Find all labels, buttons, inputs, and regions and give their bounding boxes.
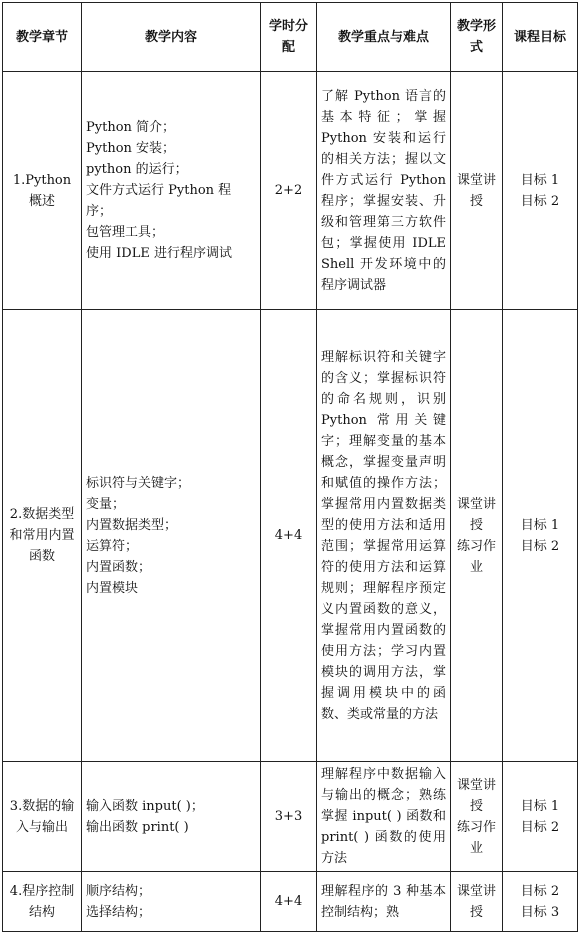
table-row <box>3 762 578 872</box>
goals-cell <box>503 72 578 310</box>
goals-cell <box>503 310 578 762</box>
form-item: 课堂讲授 <box>456 777 496 814</box>
goals-cell <box>503 762 578 872</box>
form-item: 课堂讲授 <box>456 496 496 533</box>
hours-cell: 4+4 <box>261 872 317 932</box>
header-chapter: 教学章节 <box>3 3 82 72</box>
form-item: 练习作业 <box>456 538 496 575</box>
goal-item: 目标 1 <box>520 798 560 814</box>
chapter-cell: 3.数据的输入与输出 <box>3 762 82 872</box>
header-hours: 学时分配 <box>261 3 317 72</box>
content-item: 内置函数； <box>86 559 152 575</box>
content-cell <box>82 762 261 872</box>
content-item: Python 安装； <box>86 141 176 156</box>
table-row <box>3 310 578 762</box>
content-cell <box>82 872 261 932</box>
form-cell <box>451 72 503 310</box>
focus-cell: 理解标识符和关键字的含义；掌握标识符的命名规则，识别 Python 常用关键字；理解变量的基本概念，掌握变量声明和赋值的操作方法；掌握常用内置数据类型的使用方法和适用范围；掌握常用运算符的使用方法和运算规则；理解程序预定义内置函数的意义，掌握常用内置函数的使用方法；学习内置模块的调用方法，掌握调用模块中的函数、类或常量的方法 <box>317 310 451 762</box>
content-item: 输出函数 print( ) <box>86 819 189 835</box>
table-row <box>3 872 578 932</box>
goal-item: 目标 2 <box>520 538 560 554</box>
content-item: 运算符； <box>86 538 139 554</box>
content-item: 变量； <box>86 496 126 512</box>
syllabus-table <box>2 2 578 932</box>
content-item: python 的运行； <box>86 162 188 177</box>
header-row <box>3 3 578 72</box>
content-item: 内置模块 <box>86 580 139 596</box>
chapter-cell: 4.程序控制结构 <box>3 872 82 932</box>
form-cell <box>451 762 503 872</box>
chapter-cell: 2.数据类型和常用内置函数 <box>3 310 82 762</box>
chapter-cell: 1.Python概述 <box>3 72 82 310</box>
content-item: Python 简介； <box>86 120 176 135</box>
goal-item: 目标 2 <box>520 193 560 209</box>
goal-item: 目标 1 <box>520 517 560 533</box>
goal-item: 目标 3 <box>520 904 560 920</box>
content-item: 文件方式运行 Python 程序； <box>86 183 232 219</box>
header-focus: 教学重点与难点 <box>317 3 451 72</box>
header-form: 教学形式 <box>451 3 503 72</box>
hours-cell: 3+3 <box>261 762 317 872</box>
header-content: 教学内容 <box>82 3 261 72</box>
focus-cell: 理解程序的 3 种基本控制结构；熟 <box>317 872 451 932</box>
content-item: 选择结构； <box>86 904 152 920</box>
focus-cell: 了解 Python 语言的基本特征；掌握 Python 安装和运行的相关方法；握以文件方式运行 Python 程序；掌握安装、升级和管理第三方软件包；掌握使用 IDLE Shell 开发环境中的程序调试器 <box>317 72 451 310</box>
content-cell <box>82 310 261 762</box>
table-row <box>3 72 578 310</box>
header-goals: 课程目标 <box>503 3 578 72</box>
form-cell <box>451 872 503 932</box>
content-item: 标识符与关键字； <box>86 475 191 491</box>
focus-cell: 理解程序中数据输入与输出的概念；熟练掌握 input( ) 函数和 print( ) 函数的使用方法 <box>317 762 451 872</box>
content-item: 输入函数 input( )； <box>86 798 204 814</box>
content-cell <box>82 72 261 310</box>
content-item: 使用 IDLE 进行程序调试 <box>86 246 232 261</box>
form-item: 课堂讲授 <box>456 172 496 209</box>
content-item: 包管理工具； <box>86 225 165 240</box>
form-item: 练习作业 <box>456 819 496 856</box>
goals-cell <box>503 872 578 932</box>
goal-item: 目标 1 <box>520 172 560 188</box>
content-item: 顺序结构； <box>86 883 152 899</box>
form-item: 课堂讲授 <box>456 883 496 920</box>
content-item: 内置数据类型； <box>86 517 178 533</box>
goal-item: 目标 2 <box>520 883 560 899</box>
form-cell <box>451 310 503 762</box>
hours-cell: 4+4 <box>261 310 317 762</box>
goal-item: 目标 2 <box>520 819 560 835</box>
hours-cell: 2+2 <box>261 72 317 310</box>
